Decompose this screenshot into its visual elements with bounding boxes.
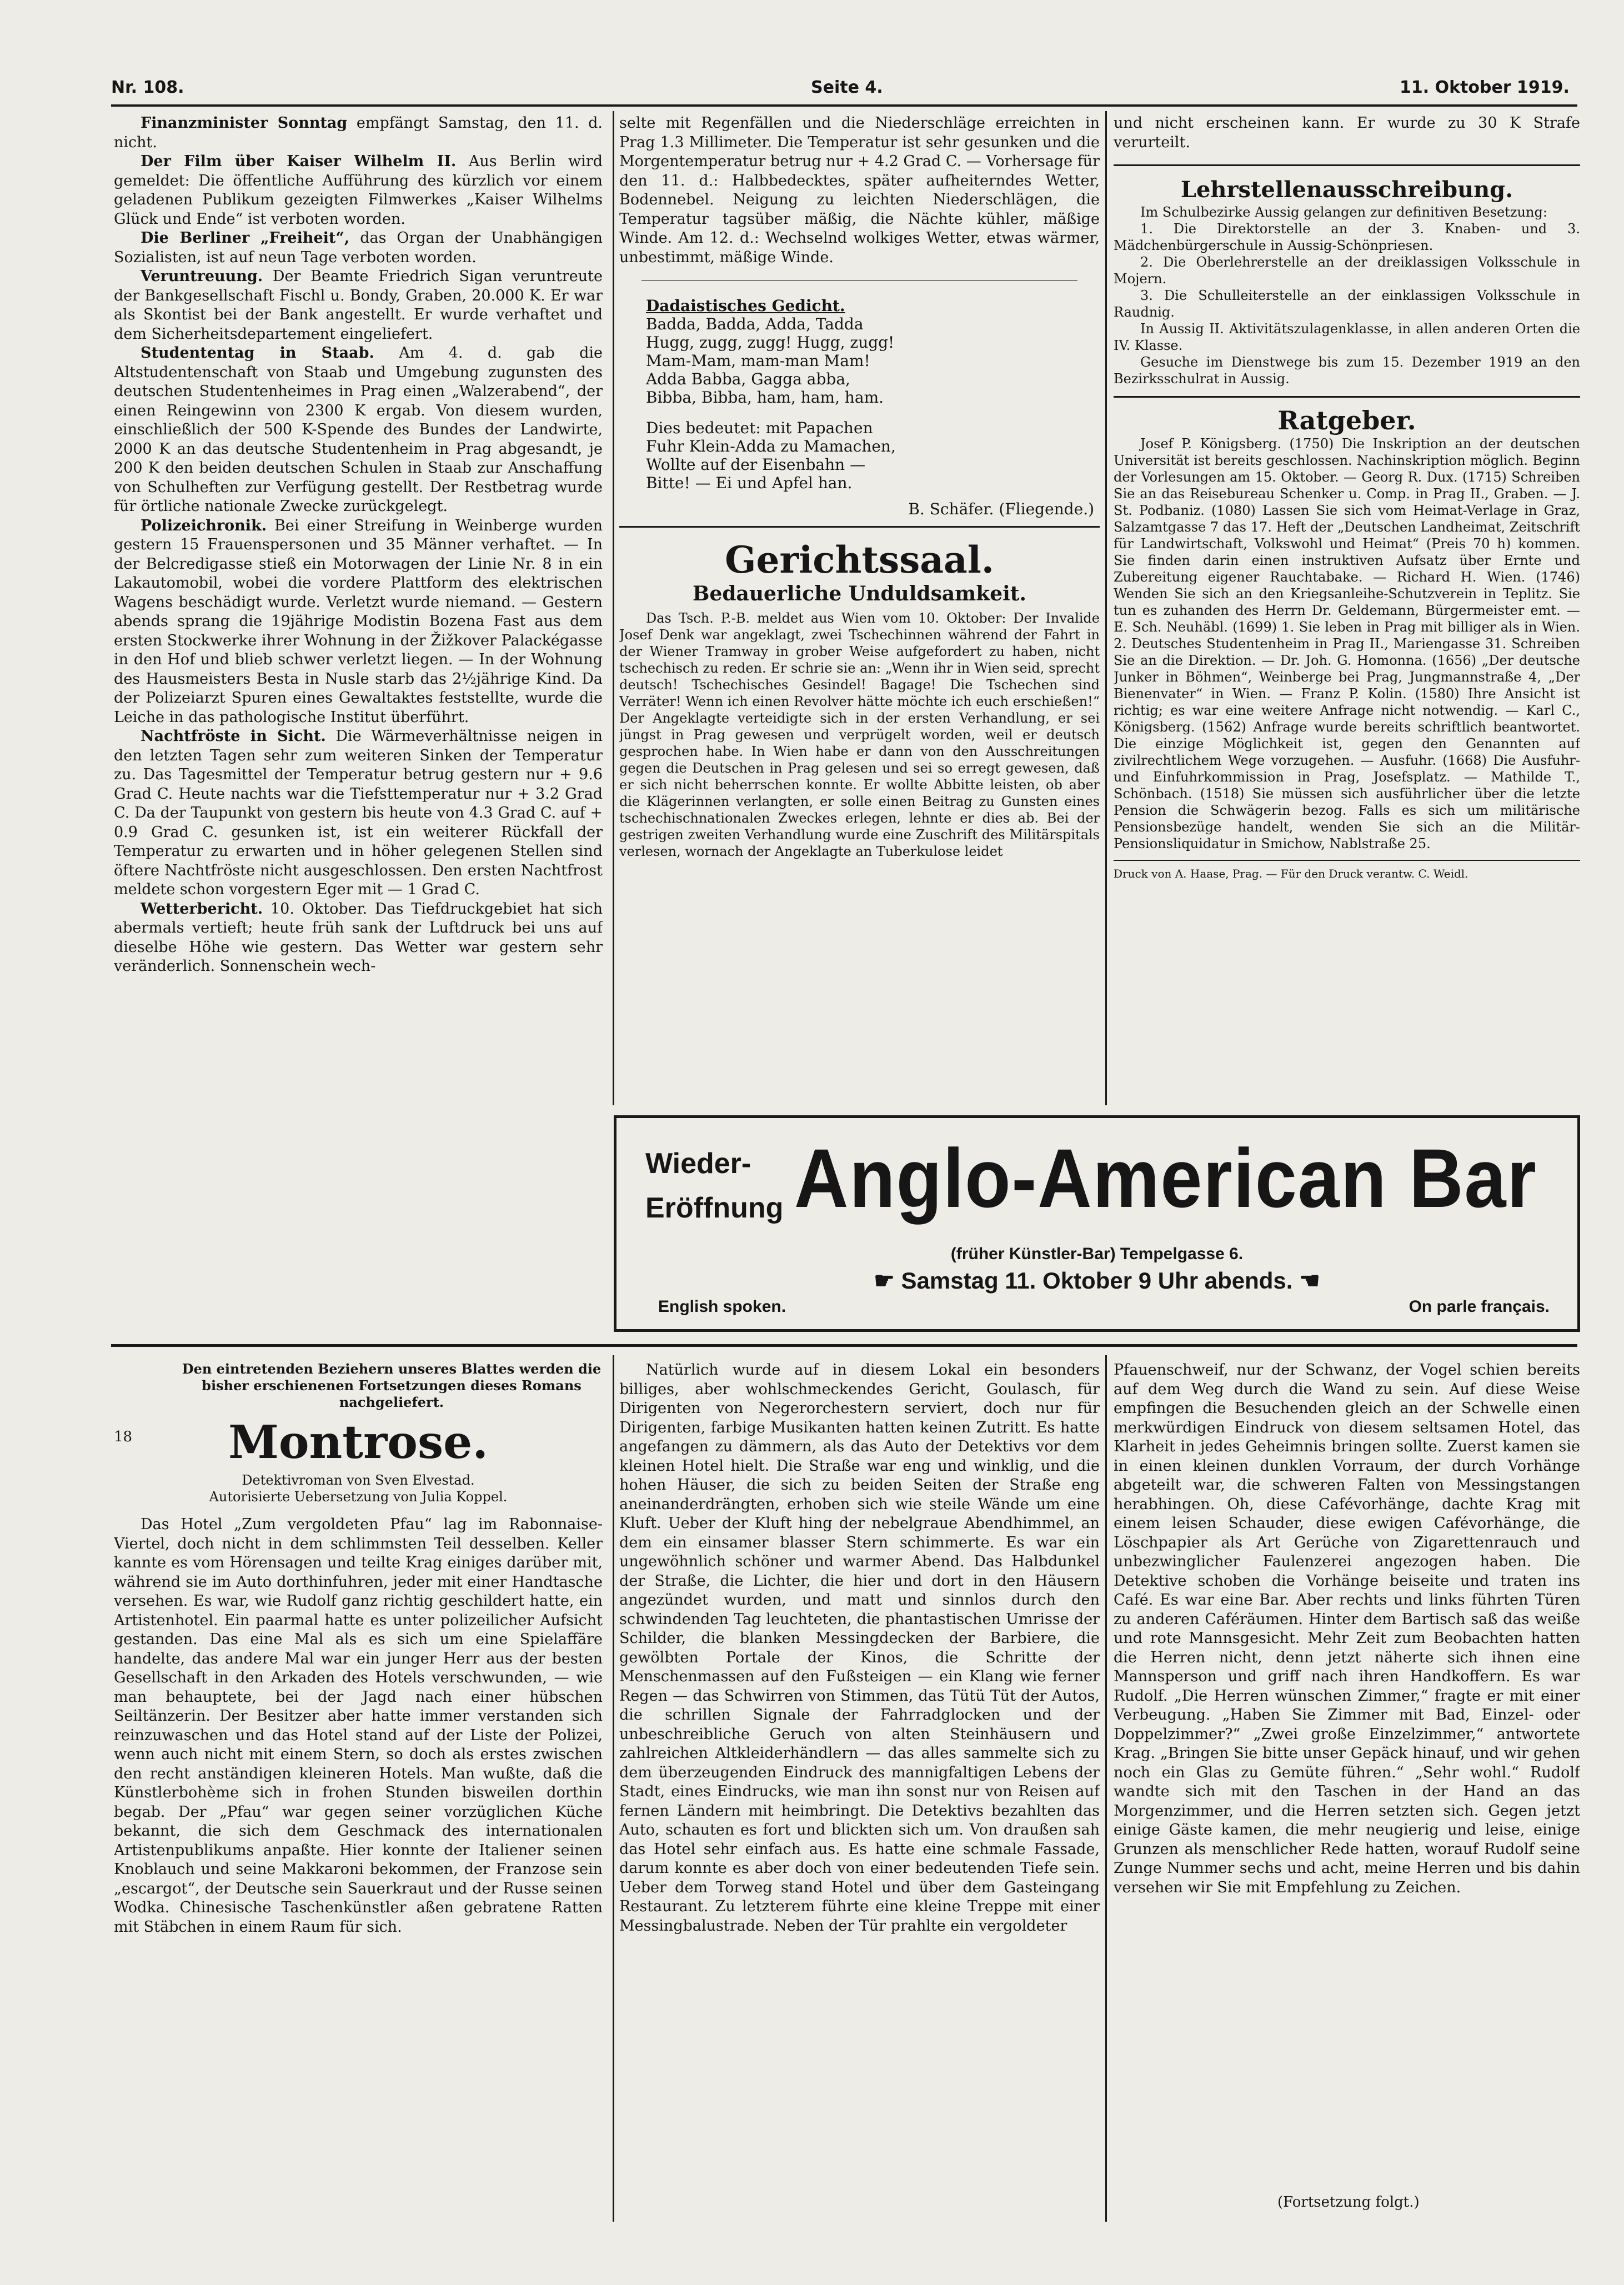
section-divider [1114, 164, 1580, 166]
news-text: Bei einer Streifung in Weinberge wurden gestern 15 Frauenspersonen und 35 Männer verhaftet. — In der Belcredigasse stieß ein Motorwagen der Linie Nr. 8 in ein Lakautomobil, wobei die vordere Plattform des elektrischen Wagens beschädigt wurde. Verletzt wurde niemand. — Gestern abends sprang die 19jährige Modistin Bozena Fast aus dem ersten Stockwerke ihrer Wohnung in der Žižkover Palackégasse in den Hof und blieb schwer verletzt liegen. — In der Wohnung des Hausmeisters Besta in Nusle starb das 2½jährige Kind. Da der Polizeiarzt Spuren eines Gewaltaktes feststellte, wurde die Leiche in das pathologische Institut überführt. [114, 517, 603, 726]
news-item [114, 229, 603, 267]
serial-number: 18 [114, 1429, 133, 1445]
column-rule [613, 111, 614, 1105]
serial-text: Das Hotel „Zum vergoldeten Pfau“ lag im Rabonnaise-Viertel, doch nicht in dem schlimmsten Teil desselben. Keller kannte es vom Hörensagen und teilte Krag einiges darüber mit, während sie im Auto dorthinfuhren, jeder mit einer Handtasche versehen. Es war, wie Rudolf ganz richtig geschildert hatte, ein Artistenhotel. Ein paarmal hatte es unter polizeilicher Aufsicht gestanden. Das eine Mal als es sich um eine Spielaffäre handelte, das andere Mal war ein junger Herr aus der besten Gesellschaft in den Arkaden des Hotels verschwunden, — wie man behauptete, bei der Jagd nach einer hübschen Seiltänzerin. Der Besitzer aber hatte immer verstanden sich reinzuwaschen und das Hotel stand auf der Liste der Polizei, wenn auch nicht mit einem Stern, so doch als erstes zwischen den recht anständigen kleineren Hotels. Man wußte, daß die Künstlerbohème sich in frohen Stunden bisweilen dorthin begab. Der „Pfau“ war gegen seiner vorzüglichen Küche bekannt, die sich dem Geschmack des internationalen Artistenpublikums anpaßte. Hier konnte der Italiener seinen Knoblauch und seine Makkaroni bekommen, der Franzose sein „escargot“, der Deutsche sein Sauerkraut und der Russe seinen Wodka. Chinesische Taschenkünstler aßen gebratene Ratten mit Stäbchen in einem Raum für sich. [114, 1516, 603, 1936]
ad-address: (früher Künstler-Bar) Tempelgasse 6. [950, 1245, 1244, 1263]
poem-title: Dadaistisches Gedicht. [646, 297, 845, 315]
lehr-title: Lehrstellenausschreibung. [1180, 177, 1513, 203]
serial-column-2 [619, 1361, 1100, 2233]
news-text: Der Beamte Friedrich Sigan veruntreute der Bankgesellschaft Fischl u. Bondy, Graben, 20.000 K. Er war als Skontist bei der Bank angestellt. Er wurde verhaftet und dem Sicherheitsdepartement eingeliefert. [114, 268, 603, 343]
lehr-intro: Im Schulbezirke Aussig gelangen zur definitiven Besetzung: [1140, 204, 1547, 220]
section-divider [1114, 860, 1580, 861]
ad-english: English spoken. [658, 1297, 786, 1316]
column-rule [1105, 1355, 1107, 2222]
serial-column-1 [114, 1361, 603, 2233]
poem-line [619, 407, 1100, 419]
news-lead: Polizeichronik. [141, 517, 267, 534]
serial-text: Natürlich wurde auf in diesem Lokal ein besonders billiges, aber wohlschmeckendes Gericht, Goulasch, für Dirigenten von Negerorchestern serviert, doch nur für Dirigenten, farbige Musikanten hatten keinen Zutritt. Es hatte angefangen zu dämmern, als das Auto der Detektivs vor dem kleinen Hotel hielt. Die Straße war eng und winklig, und die hohen Häuser, die sich zu beiden Seiten der Straße eng aneinanderdrängten, erhoben sich wie steile Wände um eine Kluft. Ueber der Kluft hing der nebelgraue Abendhimmel, an dem ein einsamer blasser Stern schimmerte. Es war ein ungewöhnlich schöner und warmer Abend. Das Halbdunkel der Straße, die Lichter, die hier und dort in den Häusern angezündet wurden, und matt und sinnlos durch den schwindenden Tag leuchteten, die phantastischen Umrisse der Schilder, die blanken Messingdecken der Barbiere, die gewölbten Portale der Kinos, die Schritte der Menschenmassen auf den Fußsteigen — ein Klang wie ferner Regen — das Schwirren von Stimmen, das Tütü Tüt der Autos, die schrillen Signale der Fahrradglocken und der unbeschreibliche Geruch von alten Steinhäusern und zahlreichen Altkleiderhändlern — das alles sammelte sich zu dem überzeugenden Eindruck des mannigfaltigen Lebens der Stadt, eines Eindrucks, wie man ihn sonst nur von Reisen auf fernen Ländern mit heimbringt. Die Detektivs bezahlten das Auto, schauten es fort und blickten sich um. Von draußen sah das Hotel sehr einfach aus. Es hatte eine schmale Fassade, darum konnte es aber doch von einer bedeutenden Tiefe sein. Ueber dem Torweg stand Hotel und über dem Gasteingang Restaurant. Zu letzterem führte eine kleine Treppe mit einer Messingbalustrade. Neben der Tür prahlte ein vergoldeter [619, 1361, 1100, 1935]
news-lead: Wetterbericht. [141, 900, 263, 918]
lehr-item: 3. Die Schulleiterstelle an der einklassigen Volksschule in Raudnig. [1114, 288, 1580, 320]
serial-text: Pfauenschweif, nur der Schwanz, der Vogel schien bereits auf dem Weg durch die Wand zu sein. Auf diese Weise empfingen die Besuchenden gleich an der Schwelle einen merkwürdigen Eindruck von diesem seltsamen Hotel, das Klarheit in jedes Geheimnis bringen sollte. Zuerst kamen sie in einen kleinen dunklen Vorraum, der durch Vorhänge abgeteilt war, die schweren Falten von Messingstangen herabhingen. Oh, diese Cafévorhänge, dachte Krag mit einem leisen Schauder, diese ewigen Cafévorhänge, die Löschpapier als Art Gerüche von Zigarettenrauch und unbezwinglicher Faulenzerei angezogen haben. Die Detektive schoben die Vorhänge beiseite und traten ins Café. Es war eine Bar. Aber rechts und links führten Türen zu anderen Caféräumen. Hinter dem Bartisch saß das weiße und rote Mannsgesicht. Mehr Zeit zum Beobachten hatten die Herren nicht, denn jetzt näherte sich ihnen eine Mannsperson und griff nach ihren Handkoffern. Es war Rudolf. „Die Herren wünschen Zimmer,“ fragte er mit einer Verbeugung. „Haben Sie Zimmer mit Bad, Einzel- oder Doppelzimmer?“ „Zwei große Einzelzimmer,“ antwortete Krag. „Bringen Sie bitte unser Gepäck hinauf, und wir gehen noch ein Glas zu Gemüte führen.“ „Sehr wohl.“ Rudolf wandte sich mit den Taschen in der Hand an das Morgenzimmer, und die Herren setzten sich. Gegen jetzt einige Gäste kamen, die mehr neugierig und leise, einige Grunzen als menschlicher Rede hatten, worauf Rudolf seine Zunge Nummer sechs und acht, meine Herren und bis dahin versehen wir Sie mit Empfehlung zu Zeichen. [1114, 1361, 1580, 1896]
column-rule [1105, 111, 1107, 1105]
section-divider [641, 280, 1077, 281]
news-text: Die Wärmeverhältnisse neigen in den letzten Tagen sehr zum weiteren Sinken der Temperatur zu. Das Tagesmittel der Temperatur betrug gestern nur + 9.6 Grad C. Heute nachts war die Tiefsttemperatur nur + 3.2 Grad C. Da der Taupunkt von gestern bis heute von 4.3 Grad C. auf + 0.9 Grad C. gesunken ist, ist ein weiterer Rückfall der Temperatur zu erwarten und in höher gelegenen Stellen sind öftere Nachtfröste nicht ausgeschlossen. Den ersten Nachtfrost meldete schon vorgestern Eger mit — 1 Grad C. [114, 728, 603, 898]
news-lead: Nachtfröste in Sicht. [141, 728, 326, 745]
ratgeber-title: Ratgeber. [1277, 405, 1416, 435]
poem-line: Mam-Mam, mam-man Mam! [646, 352, 870, 370]
section-divider [619, 526, 1100, 528]
news-lead: Finanzminister Sonntag [141, 114, 348, 132]
news-text: empfängt Samstag, den 11. d. nicht. [114, 114, 603, 151]
poem-line: Hugg, zugg, zugg! Hugg, zugg! [646, 333, 895, 352]
column-rule [613, 1355, 614, 2222]
imprint: Druck von A. Haase, Prag. — Für den Druck verantw. C. Weidl. [1114, 867, 1468, 880]
poem-line: Adda Babba, Gagga abba, [646, 370, 850, 388]
lehr-item: 2. Die Oberlehrerstelle an der dreiklassigen Volksschule in Mojern. [1114, 254, 1580, 287]
news-item [114, 900, 603, 976]
news-text: Am 4. d. gab die Altstudentenschaft von Staab und Umgebung zugunsten des deutschen Studentenheimes in Prag einen „Walzerabend“, der einen Reingewinn von 2300 K ergab. Von diesem wurden, einschließlich der 500 K-Spende des Bundes der Landwirte, 2000 K an das deutsche Studentenheim in Prag abgesandt, je 200 K den beiden deutschen Schulen in Staab zur Anschaffung von Schulheften zur Verfügung gestellt. Der Restbetrag wurde für örtliche nationale Zwecke zurückgelegt. [114, 344, 603, 515]
news-text: Aus Berlin wird gemeldet: Die öffentliche Aufführung des kürzlich vor einem geladenen Publikum gezeigten Filmwerkes „Kaiser Wilhelms Glück und Ende“ ist verboten worden. [114, 153, 603, 228]
news-lead: Der Film über Kaiser Wilhelm II. [141, 153, 457, 170]
news-lead: Studententag in Staab. [141, 344, 374, 362]
ad-french: On parle français. [1409, 1297, 1550, 1316]
feuilleton-rule [111, 1344, 1577, 1347]
poem-line: Bitte! — Ei und Apfel han. [646, 474, 853, 492]
serial-author: Detektivroman von Sven Elvestad. [242, 1472, 475, 1488]
ad-date: ☛ Samstag 11. Oktober 9 Uhr abends. ☚ [874, 1267, 1320, 1294]
lehr-item: 1. Die Direktorstelle an der 3. Knaben- und 3. Mädchenbürgerschule in Aussig-Schönpriesen. [1114, 221, 1580, 253]
ratgeber-text: Josef P. Königsberg. (1750) Die Inskription an der deutschen Universität ist bereits geschlossen. Nachinskription möglich. Beginn der Vorlesungen am 15. Oktober. — Georg R. Dux. (1715) Schreiben Sie an das Reisebureau Schenker u. Comp. in Prag II., Graben. — J. St. Podbaniz. (1080) Lassen Sie sich vom Heimat-Verlage in Graz, Salzamtgasse 7 das 17. Heft der „Deutschen Landheimat, Zeitschrift für Landwirtschaft, Volkswohl und Heimat“ (Preis 70 h) kommen. Sie finden darin einen instruktiven Aufsatz über Ernte und Zubereitung eigener Rauchtabake. — Richard H. Wien. (1746) Wenden Sie sich an den Kriegsanleihe-Schutzverein in Teplitz. Sie tun es zuhanden des Herrn Dr. Geldemann, Bürgermeister emt. — E. Sch. Neuhäbl. (1699) 1. Sie leben in Prag mit billiger als in Wien. 2. Deutsches Studentenheim in Prag II., Mariengasse 31. Schreiben Sie an die Direktion. — Dr. Joh. G. Homonna. (1656) „Der deutsche Junker in Böhmen“, Weinberge bei Prag, Jungmannstraße 4, „Der Bienenvater“ in Wien. — Franz P. Kolin. (1580) Ihre Ansicht ist richtig; es war eine weitere Anfrage nicht notwendig. — Karl C., Königsberg. (1562) Anfrage wurde bereits schriftlich beantwortet. Die einzige Möglichkeit ist, gegen den Genannten auf zivilrechtlichem Wege vorzugehen. — Ausfuhr. (1668) Die Ausfuhr- und Einfuhrkommission in Prag, Josefsplatz. — Mathilde T., Schönbach. (1518) Sie müssen sich ausführlicher über die letzte Pension die Schwägerin bezog. Falls es sich um militärische Pensionsbezüge handelt, wenden Sie sich an die Militär-Pensionsliquidatur in Smichow, Nablstraße 25. [1114, 436, 1580, 851]
lehr-item: Gesuche im Dienstwege bis zum 15. Dezember 1919 an den Bezirksschulrat in Aussig. [1114, 354, 1580, 387]
court-subtitle: Bedauerliche Unduldsamkeit. [693, 582, 1026, 605]
poem-line: Wollte auf der Eisenbahn — [646, 455, 866, 474]
ad-reopening-1: Wieder- [645, 1147, 751, 1180]
column-local-news [114, 114, 603, 1308]
news-text: 10. Oktober. Das Tiefdruckgebiet hat sich abermals vertieft; heute früh sank der Luftdruck bei uns auf dieselbe Höhe wie gestern. Das Wetter war gestern sehr veränderlich. Sonnenschein wech- [114, 900, 603, 975]
page-number: Seite 4. [811, 78, 883, 97]
ad-bar-name: Anglo-American Bar [794, 1131, 1537, 1225]
news-item [114, 267, 603, 344]
news-item [114, 114, 603, 152]
poem-line: Fuhr Klein-Adda zu Mamachen, [646, 437, 896, 455]
news-item [114, 727, 603, 900]
court-end: und nicht erscheinen kann. Er wurde zu 30 K Strafe verurteilt. [1114, 114, 1580, 151]
news-lead: Veruntreuung. [141, 268, 263, 285]
issue-date: 11. Oktober 1919. [1400, 78, 1570, 97]
section-divider [1114, 396, 1580, 398]
serial-heading [114, 1411, 603, 1472]
column-notices [1114, 114, 1580, 1103]
serial-translator: Autorisierte Uebersetzung von Julia Koppel. [209, 1489, 508, 1505]
poem-line: Dies bedeutet: mit Papachen [646, 419, 873, 437]
news-item [114, 152, 603, 229]
weather-continuation: selte mit Regenfällen und die Niederschläge erreichten in Prag 1.3 Millimeter. Die Temperatur ist sehr gesunken und die Morgentemperatur betrug nur + 4.2 Grad C. — Vorhersage für den 11. d.: Halbbedecktes, später aufheiterndes Wetter, Bodennebel. Neigung zu leichten Niederschlägen, die Temperatur tagsüber mäßig, die Nächte kühler, mäßige Winde. Am 12. d.: Wechselnd wolkiges Wetter, etwas wärmer, unbestimmt, mäßige Winde. [619, 114, 1100, 266]
anglo-american-bar-ad [614, 1115, 1580, 1332]
poem-author: B. Schäfer. (Fliegende.) [908, 500, 1094, 518]
serial-column-3 [1114, 1361, 1580, 2194]
issue-number: Nr. 108. [111, 78, 184, 97]
poem-line: Badda, Badda, Adda, Tadda [646, 315, 864, 333]
news-item [114, 344, 603, 517]
serial-notice: Den eintretenden Beziehern unseres Blattes werden die bisher erschienenen Fortsetzungen dieses Romans nachgeliefert. [182, 1361, 602, 1410]
serial-continued: (Fortsetzung folgt.) [1277, 2194, 1420, 2211]
serial-title: Montrose. [228, 1416, 488, 1469]
poem-line: Bibba, Bibba, ham, ham, ham. [646, 388, 884, 407]
lehr-item: In Aussig II. Aktivitätszulagenklasse, in allen anderen Orten die IV. Klasse. [1114, 321, 1580, 353]
dada-poem [619, 297, 1100, 518]
court-title: Gerichtssaal. [725, 538, 994, 582]
column-weather-court [619, 114, 1100, 1108]
ad-reopening-2: Eröffnung [645, 1192, 784, 1224]
news-text: das Organ der Unabhängigen Sozialisten, ist auf neun Tage verboten worden. [114, 229, 603, 266]
news-item [114, 517, 603, 728]
news-lead: Die Berliner „Freiheit“, [141, 229, 350, 247]
header-rule [111, 104, 1577, 107]
court-text: Das Tsch. P.-B. meldet aus Wien vom 10. Oktober: Der Invalide Josef Denk war angeklagt, zwei Tschechinnen während der Fahrt in der Wiener Tramway in grober Weise aufgefordert zu haben, nicht tschechisch zu reden. Er schrie sie an: „Wenn ihr in Wien seid, sprecht deutsch! Tschechisches Gesindel! Bagage! Die Tschechen sind Verräter! Wenn ich einen Revolver hätte möchte ich euch erschießen!“ Der Angeklagte verteidigte sich in der ersten Verhandlung, er sei jüngst in Prag gewesen und verprügelt worden, weil er deutsch gesprochen habe. In Wien habe er dann von den Ausschreitungen gegen die Deutschen in Prag gelesen und sei so erregt gewesen, daß er sich nicht beherrschen konnte. Er wollte Abbitte leisten, ob aber die Klägerinnen verlangten, er solle einen Beitrag zu Gunsten eines tschechischnationalen Zweckes erlegen, lehnte er dies ab. Bei der gestrigen zweiten Verhandlung wurde eine Zuschrift des Militärspitals verlesen, wornach der Angeklagte an Tuberkulose leidet [619, 610, 1100, 859]
